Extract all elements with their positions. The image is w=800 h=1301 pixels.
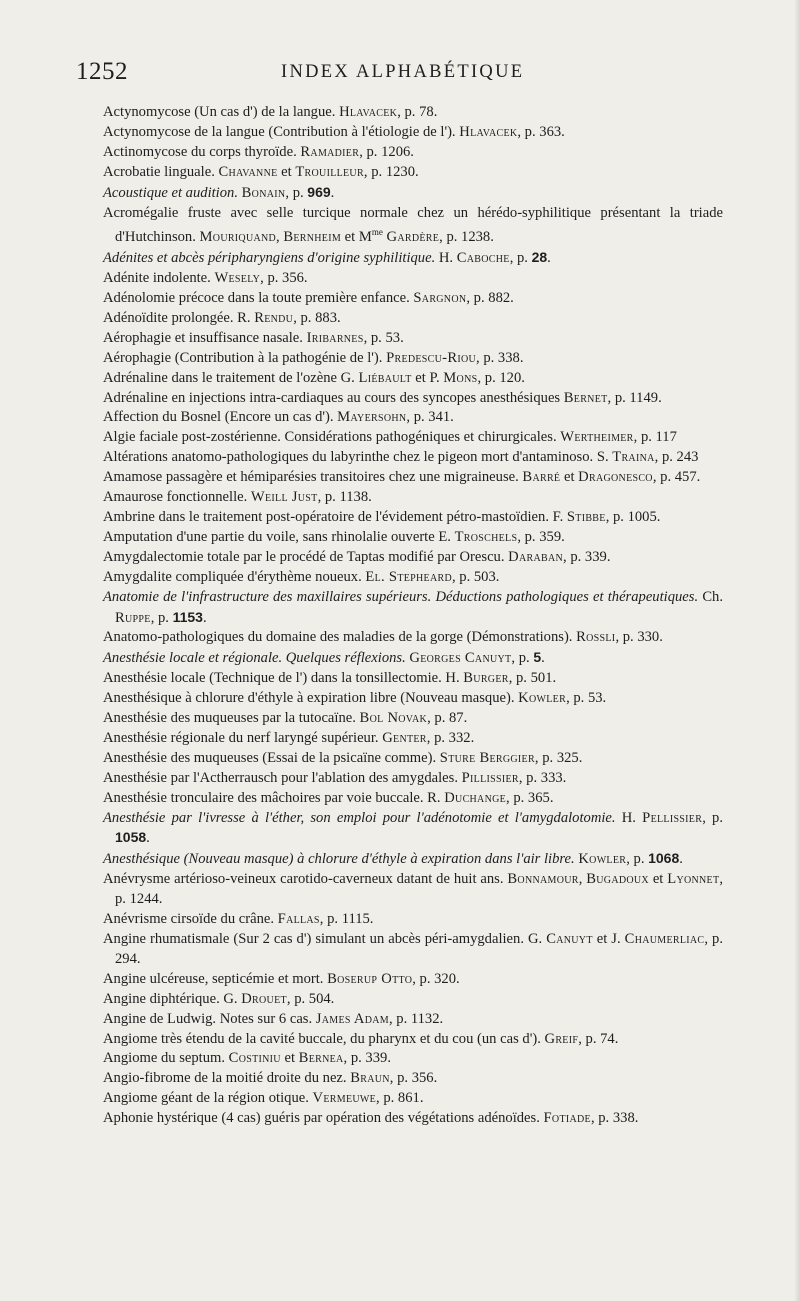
entry-text: , p. 356.	[260, 270, 308, 287]
entry-text: Anesthésie régionale du nerf laryngé supérieur.	[103, 729, 383, 746]
entry-text: Amaurose fonctionnelle.	[103, 489, 251, 506]
entry-text: Angine de Ludwig. Notes sur 6 cas.	[103, 1010, 316, 1027]
index-entry	[103, 789, 723, 809]
index-entry	[103, 1010, 723, 1030]
index-entry	[103, 309, 723, 329]
index-entry	[103, 729, 723, 749]
index-entry	[103, 548, 723, 568]
index-entry	[103, 508, 723, 528]
entry-text: Actinomycose du corps thyroïde.	[103, 143, 301, 160]
entry-text: , p.	[511, 650, 534, 667]
index-entry	[103, 1069, 723, 1089]
article-title: Anatomie de l'infrastructure des maxillaires supérieurs. Déductions pathologiques et thérapeutiques.	[103, 588, 699, 605]
entry-text: et	[560, 469, 579, 486]
entry-text: , p. 1238.	[439, 229, 494, 246]
entry-text: .	[679, 851, 683, 868]
entry-text: Anesthésie des muqueuses (Essai de la psicaïne comme).	[103, 749, 440, 766]
index-entry	[103, 408, 723, 428]
entry-text: , p.	[285, 184, 308, 201]
author-name: Greif	[544, 1030, 579, 1047]
page-reference: 1068	[648, 850, 680, 867]
author-name: Lyonnet	[667, 871, 720, 888]
author-name: Wertheimer	[560, 429, 634, 446]
author-name: Ruppe	[115, 609, 151, 626]
author-name: Trouilleur	[295, 163, 364, 180]
entry-text: , p. 1132.	[388, 1010, 444, 1027]
author-name: Dragonesco	[578, 469, 653, 486]
entry-text: , p. 341.	[406, 409, 454, 426]
entry-text: .	[202, 609, 207, 626]
author-name: Bugadoux	[586, 871, 649, 888]
author-name: Weill Just	[250, 489, 318, 506]
entry-text: , p. 325.	[534, 749, 583, 766]
entry-text: , p.	[150, 609, 173, 626]
entry-text: ,	[578, 871, 587, 888]
entry-text: , p. 117	[633, 429, 677, 446]
author-name: Burger	[463, 670, 509, 687]
entry-text: et	[280, 1050, 299, 1067]
index-entry	[103, 143, 723, 163]
author-name: Stibbe	[566, 508, 606, 525]
index-entry	[103, 849, 723, 870]
entry-text: Affection du Bosnel (Encore un cas d').	[103, 409, 338, 426]
page-reference: 5	[533, 649, 542, 666]
index-entry	[103, 468, 723, 488]
entry-text: Angio-fibrome de la moitié droite du nez.	[103, 1070, 351, 1087]
author-name: Georges Canuyt	[409, 650, 512, 667]
entry-text: Adrénaline dans le traitement de l'ozène G.	[103, 369, 359, 386]
index-entry	[103, 1089, 723, 1109]
index-entry	[103, 123, 723, 143]
entry-text: , p. 504.	[286, 990, 335, 1007]
index-entry	[103, 870, 723, 910]
entry-text: Ch.	[698, 588, 724, 605]
author-name: Pillissier	[461, 769, 519, 786]
entry-text: et	[648, 871, 668, 888]
entry-text: , p. 87.	[427, 710, 468, 727]
article-title: Anesthésique (Nouveau masque) à chlorure d'éthyle à expiration dans l'air libre.	[103, 851, 575, 868]
author-name: Kowler	[518, 690, 567, 707]
entry-text: Altérations anatomo-pathologiques du labyrinthe chez le pigeon mort d'antaminoso. S.	[103, 449, 613, 466]
entry-text: , p. 53.	[566, 690, 607, 707]
article-title: Anesthésie par l'ivresse à l'éther, son emploi pour l'adénotomie et l'amygdalotomie.	[103, 809, 616, 826]
author-name: Bol Novak	[359, 710, 428, 727]
author-name: Bernea	[298, 1050, 344, 1067]
entry-text: Amamose passagère et hémiparésies transitoires chez une migraineuse.	[103, 469, 523, 486]
entry-text: H.	[615, 809, 643, 826]
author-name: Braun	[350, 1070, 390, 1087]
entry-text: Anesthésique à chlorure d'éthyle à expiration libre (Nouveau masque).	[103, 690, 519, 707]
entry-text: Anesthésie des muqueuses par la tutocaïne.	[103, 710, 360, 727]
index-entry	[103, 329, 723, 349]
author-name: Kowler	[578, 851, 627, 868]
index-entry	[103, 769, 723, 789]
entry-text: , p. 882.	[466, 290, 514, 307]
author-name: Iribarnes	[306, 329, 364, 346]
entry-text: Anatomo-pathologiques du domaine des maladies de la gorge (Démonstrations).	[103, 629, 577, 646]
author-name: Caboche	[456, 250, 510, 267]
author-name: Bonain	[241, 184, 286, 201]
entry-text: Angiome du septum.	[103, 1050, 229, 1067]
entry-text: , p. 339.	[343, 1050, 391, 1067]
entry-text: et M	[341, 229, 372, 246]
entry-text: Acrobatie linguale.	[103, 163, 219, 180]
index-entry	[103, 163, 723, 183]
entry-text: Angiome géant de la région otique.	[103, 1090, 313, 1107]
author-name: James Adam	[315, 1010, 389, 1027]
entry-text: , p.	[509, 250, 532, 267]
entry-text: Anévrisme cirsoïde du crâne.	[103, 911, 278, 928]
index-entry	[103, 809, 723, 850]
article-title: Acoustique et audition.	[103, 184, 238, 201]
index-entry	[103, 1030, 723, 1050]
entry-text: , p. 1138.	[317, 489, 372, 506]
entry-text: , p. 365.	[506, 789, 554, 806]
index-entry	[103, 389, 723, 409]
entry-text: Angine rhumatismale (Sur 2 cas d') simulant un abcès péri-amygdalien. G.	[103, 931, 547, 948]
entry-text: H.	[435, 250, 457, 267]
author-name: Rendu	[254, 309, 294, 326]
index-entry	[103, 269, 723, 289]
author-name: Sture Berggier	[439, 749, 535, 766]
index-entry	[103, 248, 723, 269]
entry-text: et J.	[592, 931, 625, 948]
entry-text: , p. 359.	[517, 528, 565, 545]
index-entry	[103, 930, 723, 970]
author-name: Wesely	[214, 270, 261, 287]
entry-text: , p. 883.	[293, 309, 341, 326]
entry-text: , p. 356.	[389, 1070, 438, 1087]
entry-text: Aérophagie et insuffisance nasale.	[103, 329, 307, 346]
index-entry	[103, 448, 723, 468]
entry-text: Adrénaline en injections intra-cardiaques au cours des syncopes anesthésiques	[103, 389, 564, 406]
index-entry	[103, 749, 723, 769]
author-name: Bonnamour	[507, 871, 579, 888]
entry-text: .	[541, 650, 545, 667]
author-name: Mouriquand	[199, 229, 277, 246]
author-name: Troschels	[454, 528, 518, 545]
entry-text: , p. 243	[654, 449, 699, 466]
entry-text: Ambrine dans le traitement post-opératoire de l'évidement pétro-mastoïdien. F.	[103, 508, 567, 525]
running-title: INDEX ALPHABÉTIQUE	[281, 62, 525, 82]
author-name: Boserup Otto	[327, 970, 413, 987]
author-name: Hlavacek	[339, 104, 398, 120]
index-entry	[103, 588, 723, 629]
index-entry	[103, 709, 723, 729]
author-name: Pellissier	[642, 809, 703, 826]
entry-text: Angine diphtérique. G.	[103, 990, 242, 1007]
author-name: Costiniu	[228, 1050, 281, 1067]
page-reference: 969	[307, 183, 331, 200]
index-entry	[103, 103, 723, 123]
entry-text: , p. 332.	[426, 729, 475, 746]
page-number: 1252	[76, 58, 128, 85]
entry-text: Anesthésie par l'Actherrausch pour l'ablation des amygdales.	[103, 769, 462, 786]
author-name: Genter	[382, 729, 427, 746]
author-name: Chaumerliac	[624, 931, 705, 948]
article-title: Anesthésie locale et régionale. Quelques réflexions.	[103, 650, 406, 667]
entry-text: ,	[276, 229, 284, 246]
entry-text: Angiome très étendu de la cavité buccale, du pharynx et du cou (un cas d').	[103, 1030, 545, 1047]
index-entry	[103, 1049, 723, 1069]
entry-text: Acromégalie fruste avec selle turcique normale chez un hérédo-syphilitique présentant la triade d'Hutchinson.	[103, 204, 723, 246]
entry-text: , p. 503.	[451, 568, 500, 585]
index-entry	[103, 369, 723, 389]
index-entry	[103, 648, 723, 669]
author-name: Chavanne	[218, 163, 278, 180]
entry-text: , p. 53.	[363, 329, 404, 346]
author-name: Canuyt	[546, 931, 593, 948]
entry-text: Amputation d'une partie du voile, sans rhinolalie ouverte E.	[103, 528, 455, 545]
author-name: Fallas	[277, 911, 320, 928]
entry-text: .	[330, 184, 335, 201]
page-reference: 1058	[115, 829, 147, 846]
entry-text: , p. 861.	[376, 1090, 424, 1107]
index-entry	[103, 689, 723, 709]
entry-text: , p. 1115.	[319, 911, 374, 928]
entry-text: , p. 294.	[115, 931, 723, 967]
entry-text: Anesthésie locale (Technique de l') dans la tonsillectomie. H.	[103, 670, 464, 687]
index-entry	[103, 568, 723, 588]
entry-text: , p. 1230.	[363, 163, 419, 180]
entry-text: , p.	[626, 851, 649, 868]
entry-text: Amygdalectomie totale par le procédé de Taptas modifié par Orescu.	[103, 548, 509, 565]
author-name: Hlavacek	[459, 123, 518, 140]
author-name: Mayersohn	[337, 409, 407, 426]
index-entry	[103, 970, 723, 990]
author-name: Drouet	[241, 990, 287, 1007]
entry-text: , p. 338.	[590, 1110, 639, 1127]
entry-text: , p. 78.	[397, 104, 438, 120]
author-name: Vermeuwe	[312, 1090, 377, 1107]
entry-text: , p. 330.	[615, 629, 663, 646]
entry-text: Adénolomie précoce dans la toute première enfance.	[103, 290, 414, 307]
entry-text: Aphonie hystérique (4 cas) guéris par opération des végétations adénoïdes.	[103, 1110, 544, 1127]
entry-text: Anévrysme artérioso-veineux carotido-caverneux datant de huit ans.	[103, 871, 508, 888]
entry-text: , p. 1244.	[115, 871, 724, 908]
entry-text: Anesthésie tronculaire des mâchoires par voie buccale. R.	[103, 789, 445, 806]
index-entry	[103, 428, 723, 448]
author-name: Sargnon	[413, 290, 467, 307]
entry-text: , p. 457.	[652, 469, 701, 486]
author-name: Bernheim	[283, 229, 342, 246]
entry-text: , p. 339.	[563, 548, 611, 565]
entry-text: , p. 501.	[508, 670, 557, 687]
author-name: Predescu-Riou	[386, 349, 477, 366]
page-reference: 1153	[172, 608, 203, 625]
index-entry	[103, 488, 723, 508]
entry-text: , p.	[702, 809, 723, 826]
author-name: Liébault	[358, 369, 412, 386]
entry-text: et P.	[411, 369, 444, 386]
index-entry	[103, 910, 723, 930]
author-name: Duchange	[444, 789, 507, 806]
entry-text: , p. 338.	[476, 349, 524, 366]
entry-text: , p. 320.	[412, 970, 460, 987]
author-name: Fotiade	[543, 1110, 591, 1127]
index-entry	[103, 628, 723, 648]
entry-text: Aérophagie (Contribution à la pathogénie de l').	[103, 349, 387, 366]
index-entries	[103, 103, 723, 1129]
entry-text: .	[547, 250, 551, 267]
author-name: Bernet	[563, 389, 608, 406]
author-name: Traina	[612, 449, 655, 466]
entry-text: Actynomycose (Un cas d') de la langue.	[103, 104, 340, 120]
entry-text: et	[277, 163, 296, 180]
entry-text: Adénite indolente.	[103, 270, 215, 287]
index-entry	[103, 990, 723, 1010]
entry-text: , p. 120.	[477, 369, 525, 386]
entry-text: .	[146, 830, 150, 847]
index-entry	[103, 528, 723, 548]
entry-text: me	[371, 227, 383, 238]
entry-text: Algie faciale post-zostérienne. Considérations pathogéniques et chirurgicales.	[103, 429, 561, 446]
author-name: Mons	[443, 369, 478, 386]
index-entry	[103, 349, 723, 369]
author-name: Ramadier	[300, 143, 360, 160]
author-name: El. Stepheard	[365, 568, 452, 585]
page-header	[76, 58, 736, 88]
index-entry	[103, 1109, 723, 1129]
author-name: Gardère	[386, 229, 440, 246]
entry-text: , p. 363.	[517, 123, 565, 140]
entry-text: Angine ulcéreuse, septicémie et mort.	[103, 970, 328, 987]
index-entry	[103, 289, 723, 309]
index-entry	[103, 204, 723, 249]
entry-text: , p. 1206.	[359, 143, 414, 160]
entry-text: Amygdalite compliquée d'érythème noueux.	[103, 568, 366, 585]
author-name: Barré	[522, 469, 561, 486]
page-reference: 28	[531, 249, 548, 266]
article-title: Adénites et abcès péripharyngiens d'origine syphilitique.	[103, 250, 436, 267]
author-name: Rossli	[576, 629, 616, 646]
index-entry	[103, 669, 723, 689]
entry-text: , p. 74.	[578, 1030, 619, 1047]
entry-text: Actynomycose de la langue (Contribution à l'étiologie de l').	[103, 123, 460, 140]
entry-text: Adénoïdite prolongée. R.	[103, 309, 255, 326]
entry-text: , p. 1149.	[607, 389, 662, 406]
entry-text: , p. 1005.	[605, 508, 661, 525]
author-name: Daraban	[508, 548, 564, 565]
index-entry	[103, 183, 723, 204]
page-edge-shadow	[794, 0, 800, 1301]
entry-text: , p. 333.	[518, 769, 567, 786]
